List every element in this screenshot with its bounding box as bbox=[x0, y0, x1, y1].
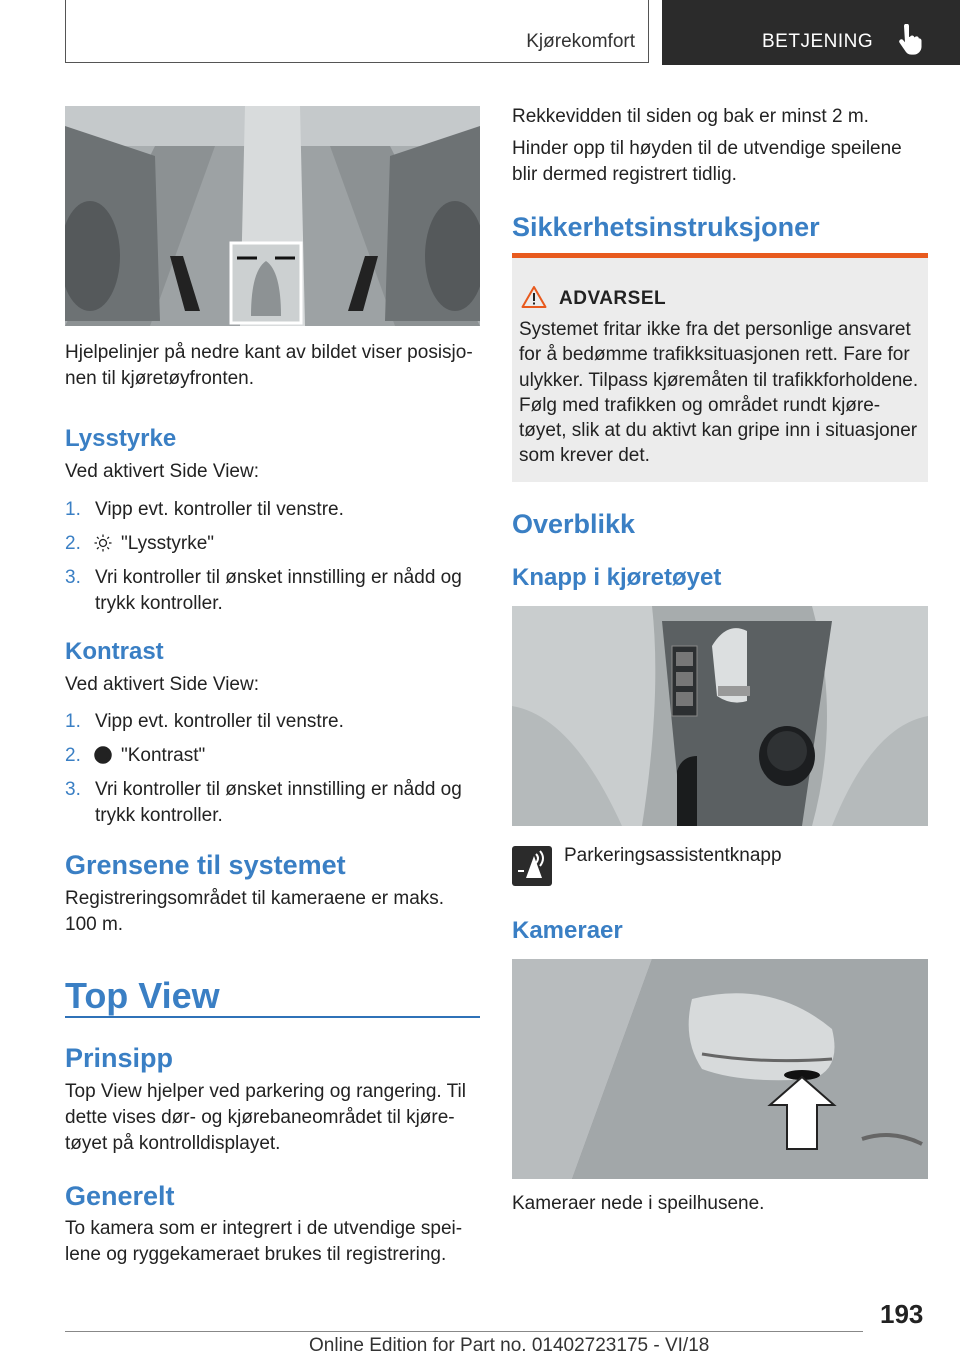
principle-heading: Prinsipp bbox=[65, 1043, 174, 1073]
principle-text: Top View hjelper ved parkering og rangering. Til dette vises dør- og kjørebaneområdet til kjøre‐ tøyet på kontrolldisplayet. bbox=[65, 1081, 466, 1154]
safety-heading: Sikkerhetsinstruksjoner bbox=[512, 212, 820, 242]
chapter-tab[interactable] bbox=[662, 0, 960, 65]
center-console-photo bbox=[512, 606, 928, 826]
contrast-intro: Ved aktivert Side View: bbox=[65, 674, 259, 695]
list-item: 2. "Lysstyrke" bbox=[65, 533, 215, 554]
general-text: To kamera som er integrert i de utvendige spei‐ lene og ryggekameraet brukes til registrering. bbox=[65, 1218, 463, 1265]
warning-triangle-icon bbox=[521, 285, 547, 309]
limits-text: Registreringsområdet til kameraene er maks. 100 m. bbox=[65, 888, 445, 935]
contrast-steps bbox=[65, 709, 480, 837]
section-title: Kjørekomfort bbox=[526, 31, 635, 52]
cameras-caption: Kameraer nede i speilhusene. bbox=[512, 1193, 765, 1214]
general-heading: Generelt bbox=[65, 1181, 175, 1211]
brightness-heading: Lysstyrke bbox=[65, 425, 177, 452]
top-view-rule bbox=[65, 1016, 480, 1018]
top-view-heading: Top View bbox=[65, 975, 220, 1016]
overview-heading: Overblikk bbox=[512, 509, 636, 539]
footer-edition: Online Edition for Part no. 01402723175 - VI/18 bbox=[309, 1335, 710, 1356]
brightness-intro: Ved aktivert Side View: bbox=[65, 461, 259, 482]
list-item: 1. Vipp evt. kontroller til venstre. bbox=[65, 711, 344, 732]
chapter-tab-label: BETJENING bbox=[762, 31, 874, 52]
footer-rule bbox=[65, 1331, 863, 1332]
parking-assistant-button-icon bbox=[512, 846, 552, 886]
button-heading: Knapp i kjøretøyet bbox=[512, 564, 722, 591]
side-view-caption: Hjelpelinjer på nedre kant av bildet viser posisjo‐ nen til kjøretøyfronten. bbox=[65, 342, 473, 389]
cameras-heading: Kameraer bbox=[512, 917, 623, 944]
list-item: 3. Vri kontroller til ønsket innstilling er nådd og trykk kontroller. bbox=[65, 779, 462, 826]
warning-text: Systemet fritar ikke fra det personlige ansvaret for å bedømme trafikksituasjonen rett. Fare for ulykker. Tilpass kjøremåten til trafikkforholdene. Følg med trafikken og området rundt kjøre‐ tøyet, slik at du aktivt kan gripe inn i situasjoner som krever det. bbox=[519, 319, 919, 467]
brightness-steps bbox=[65, 497, 480, 625]
parking-button-caption: Parkeringsassistentknapp bbox=[564, 845, 782, 866]
limits-heading: Grensene til systemet bbox=[65, 850, 346, 880]
brightness-icon bbox=[94, 534, 112, 552]
warning-box bbox=[512, 253, 928, 482]
obstacle-text: Hinder opp til høyden til de utvendige speilene blir dermed registrert tidlig. bbox=[512, 138, 902, 185]
hand-pointer-icon bbox=[896, 24, 922, 56]
range-text: Rekkevidden til siden og bak er minst 2 m. bbox=[512, 106, 869, 127]
contrast-heading: Kontrast bbox=[65, 638, 164, 665]
warning-title: ADVARSEL bbox=[559, 288, 667, 309]
side-view-illustration bbox=[65, 106, 480, 326]
list-item: 3. Vri kontroller til ønsket innstilling er nådd og trykk kontroller. bbox=[65, 567, 462, 614]
page-number: 193 bbox=[880, 1299, 924, 1329]
mirror-camera-photo bbox=[512, 959, 928, 1179]
list-item: 1. Vipp evt. kontroller til venstre. bbox=[65, 499, 344, 520]
list-item: 2. "Kontrast" bbox=[65, 745, 206, 766]
contrast-icon bbox=[94, 746, 112, 764]
